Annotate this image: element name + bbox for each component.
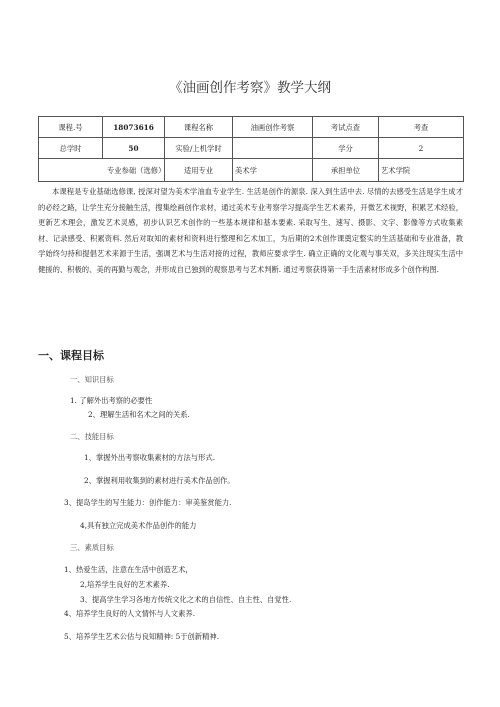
lab-hours-value [233,138,313,159]
course-name-value: 油画创作考察 [233,117,313,138]
skills-item-2: 2、掌握利用收集到的素材进行美术作品创作。 [84,476,235,485]
quality-item-5: 5、培养学生艺术公估与良知精神: 5于创新精神. [64,632,220,641]
quality-item-3: 3、提高学生学习各地方传统文化之术的自信性、自主性、自觉性. [80,595,292,604]
exam-type-label: 考试点查 [313,117,379,138]
skills-heading: 二、技能目标 [70,432,114,441]
course-name-label: 课程名称 [165,117,233,138]
knowledge-heading: 一、知识目标 [70,375,114,384]
quality-item-2: 2,培养学生良好的艺术素养. [80,580,170,589]
knowledge-item-2: 2、理解生活和名术之间的关系. [88,410,190,419]
skills-item-1: 1、掌握外出考察收集素材的方法与形式. [84,453,216,462]
major-ref-label: 专业参础（选修） [39,159,165,182]
course-code-value: 18073616 [103,117,165,138]
knowledge-item-1: 1. 了解外出考察的必要性 [70,396,153,405]
quality-heading: 三、素质目标 [70,543,114,552]
course-info-table [38,116,464,182]
skills-item-3: 3、提岛学生的写生能力：创作能力：审美鉴赏能力. [64,498,232,507]
credits-value: 2 [379,138,464,159]
dept-value: 艺术学院 [379,159,464,182]
exam-type-value: 考查 [379,117,464,138]
credits-label: 学分 [313,138,379,159]
major-value: 美术学 [233,159,313,182]
lab-hours-label: 实验/上机学时 [165,138,233,159]
hours-label: 总学时 [39,138,103,159]
section-course-objectives: 一、课程目标 [38,349,104,362]
document-title: 《油画创作考察》教学大纲 [169,80,331,96]
quality-item-1: 1、热爱生活，注意在生活中创造艺术， [64,565,193,574]
hours-value: 50 [103,138,165,159]
table-row [39,159,464,182]
major-label: 适用专业 [165,159,233,182]
course-code-label: 课程.号 [39,117,103,138]
skills-item-4: 4,具有独立完成美术作品创作的能力 [80,521,197,530]
table-row [39,117,464,138]
table-row [39,138,464,159]
course-intro [38,184,463,277]
dept-label: 承担单位 [313,159,379,182]
intro-paragraph: 本课程是专业基础选修课, 授深对望为美术学油血专业学生. 生活是创作的源泉. 深入到生活中去. 尽情的去感受生活是学生成才的必经之路，让学生充分接触生活，搜集绘画创作求材，通过美术专业考察学习提高学生艺术素养，开微艺术视野，积累艺术经验，更新艺术理会，激发艺术灵感，初步认识艺术创作的一些基本规律和基本要素. 采取写生、速写、摄影、文字、影像等方式收集素材、记录感受、积累资料. 然后对取知的素材和资料进行整理和乞术加工，为后期的2术创作课奠定整实的生活基础和专业准备，教学始终匀持和提倡艺术来源于生活，强调艺术与生活对接的过程，教师应要求学生. 确立正确的文化观与事关双，多关注现实生活中健援的、积极的、美的再勤与观念，并形成自已独到的观察思考与艺术判断. 通过考察获得第一手生活素材形成多个创作构图. [38,187,463,274]
quality-item-4: 4、培养学生良好的人文情怀与人文素养. [64,609,196,618]
